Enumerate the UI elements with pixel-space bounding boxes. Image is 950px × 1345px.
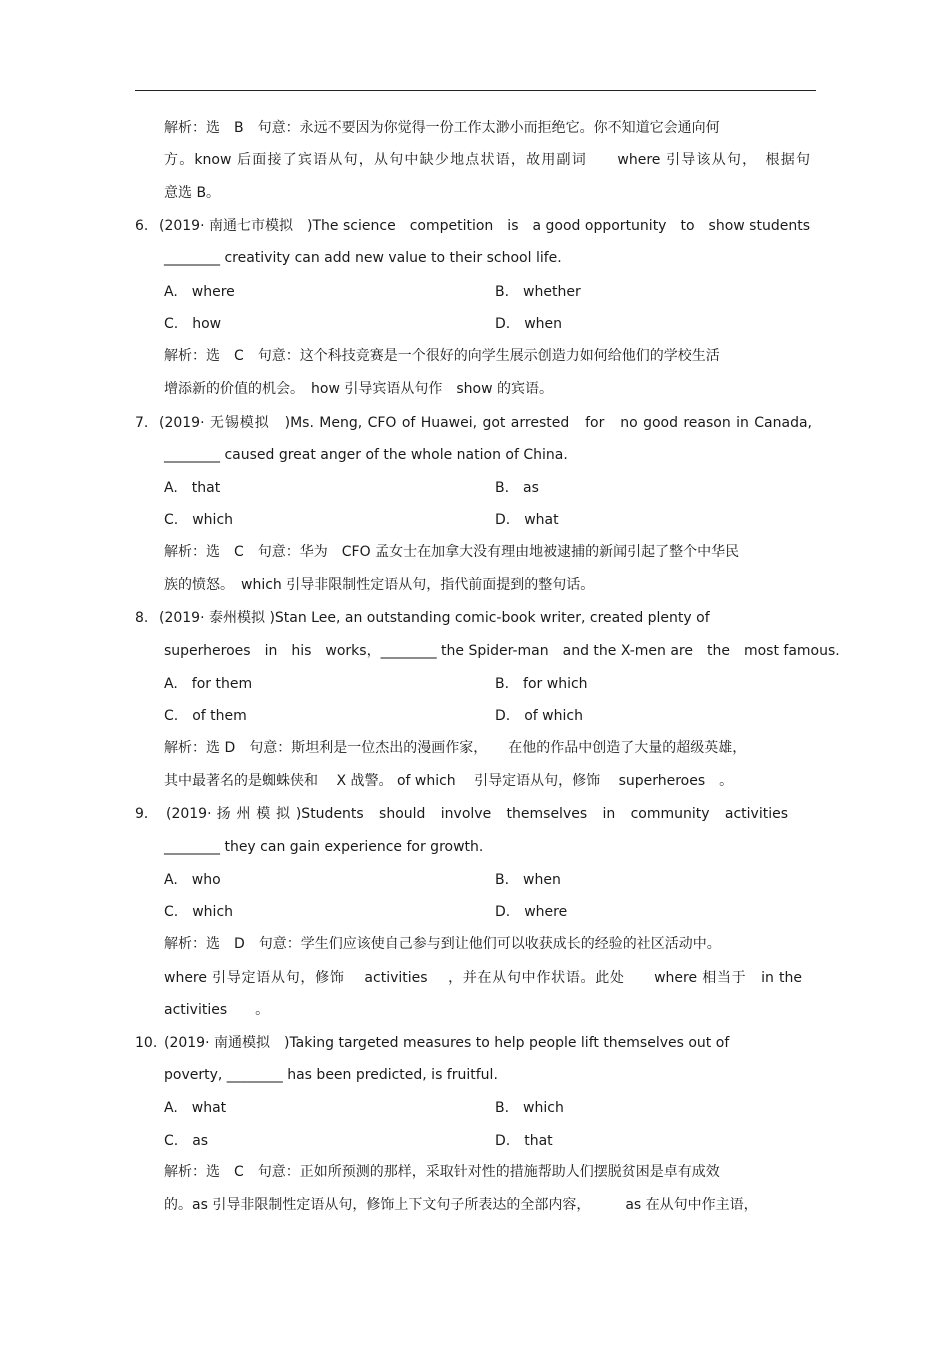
option-a: A. who: [164, 872, 221, 888]
option-d: D. where: [495, 904, 568, 920]
option-a: A. where: [164, 284, 235, 300]
option-c: C. how: [164, 316, 222, 332]
option-b: B. for which: [495, 676, 588, 692]
explanation-line: 方。know 后面接了宾语从句，从句中缺少地点状语，故用副词 where 引导该从句， 根据句: [164, 152, 810, 168]
question-stem-cont: ________ caused great anger of the whole nation of China.: [164, 447, 568, 463]
option-d: D. when: [495, 316, 563, 332]
explanation-line: 解析：选 D 句意：学生们应该使自己参与到让他们可以收获成长的经验的社区活动中。: [164, 936, 721, 952]
explanation-line: 意选 B。: [164, 185, 221, 201]
explanation-line: 解析：选 C 句意：正如所预测的那样，采取针对性的措施帮助人们摆脱贫困是卓有成效: [164, 1164, 720, 1180]
question-number: 8.: [135, 610, 149, 626]
explanation-line: 的。as 引导非限制性定语从句，修饰上下文句子所表达的全部内容， as 在从句中作主语，: [164, 1197, 758, 1213]
question-number: 7.: [135, 415, 149, 431]
question-stem: (2019· 南通模拟 )Taking targeted measures to help people lift themselves out of: [164, 1035, 730, 1051]
question-stem-cont: ________ they can gain experience for growth.: [164, 839, 484, 855]
explanation-line: 解析：选 D 句意：斯坦利是一位杰出的漫画作家， 在他的作品中创造了大量的超级英雄，: [164, 740, 747, 756]
question-stem-cont: poverty, ________ has been predicted, is fruitful.: [164, 1067, 498, 1083]
explanation-line: 解析：选 C 句意：这个科技竞赛是一个很好的向学生展示创造力如何给他们的学校生活: [164, 348, 720, 364]
option-d: D. that: [495, 1133, 553, 1149]
option-b: B. which: [495, 1100, 564, 1116]
option-c: C. which: [164, 512, 234, 528]
header-rule: [135, 90, 816, 91]
option-c: C. as: [164, 1133, 209, 1149]
option-b: B. as: [495, 480, 539, 496]
question-stem-cont: ________ creativity can add new value to their school life.: [164, 250, 562, 266]
option-d: D. of which: [495, 708, 583, 724]
explanation-line: 增添新的价值的机会。 how 引导宾语从句作 show 的宾语。: [164, 381, 553, 397]
question-number: 6.: [135, 218, 149, 234]
option-d: D. what: [495, 512, 559, 528]
option-c: C. which: [164, 904, 234, 920]
question-number: 9．: [135, 806, 158, 822]
option-a: A. what: [164, 1100, 227, 1116]
option-b: B. when: [495, 872, 561, 888]
question-stem-cont: superheroes in his works，________ the Spider-man and the X-men are the most famous.: [164, 643, 840, 659]
explanation-line: 解析：选 C 句意：华为 CFO 孟女士在加拿大没有理由地被逮捕的新闻引起了整个中华民: [164, 544, 740, 560]
option-a: A. for them: [164, 676, 253, 692]
explanation-line: activities 。: [164, 1002, 270, 1018]
option-b: B. whether: [495, 284, 581, 300]
explanation-line: 解析：选 B 句意：永远不要因为你觉得一份工作太渺小而拒绝它。你不知道它会通向何: [164, 120, 720, 136]
question-stem: (2019· 扬 州 模 拟 )Students should involve themselves in community activities: [166, 806, 788, 822]
explanation-line: where 引导定语从句，修饰 activities ，并在从句中作状语。此处 where 相当于 in the: [164, 970, 802, 986]
question-stem: (2019· 无锡模拟 )Ms. Meng, CFO of Huawei, got arrested for no good reason in Canada,: [159, 415, 812, 431]
explanation-line: 族的愤怒。 which 引导非限制性定语从句，指代前面提到的整句话。: [164, 577, 595, 593]
question-number: 10.: [135, 1035, 158, 1051]
question-stem: (2019· 泰州模拟 )Stan Lee, an outstanding comic-book writer, created plenty of: [159, 610, 710, 626]
question-stem: (2019· 南通七市模拟 )The science competition is a good opportunity to show students: [159, 218, 810, 234]
explanation-line: 其中最著名的是蜘蛛侠和 X 战警。 of which 引导定语从句，修饰 superheroes 。: [164, 773, 734, 789]
option-c: C. of them: [164, 708, 247, 724]
option-a: A. that: [164, 480, 221, 496]
